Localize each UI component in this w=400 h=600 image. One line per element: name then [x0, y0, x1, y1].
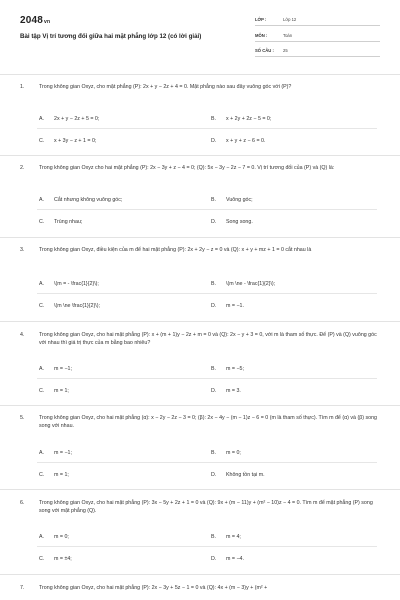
q5-option-a[interactable]: [39, 449, 72, 457]
class-value: Lớp 12: [283, 17, 297, 22]
question-text: Trong không gian Oxyz, cho mặt phẳng (P): 2x + y − 2z + 4 = 0. Mặt phẳng nào sau đây vuông góc với (P)?: [39, 84, 292, 90]
question-number: 2.: [20, 165, 25, 171]
question-text: Trong không gian Oxyz, cho hai mặt phẳng (P): x + (m + 1)y − 2z + m = 0 và (Q): 2x − y + 3 = 0, với m là tham số thực. Để (P) và (Q) vuông góc với nhau thì giá trị thực của m bằng bao nhiêu?: [39, 332, 377, 346]
page-title: Bài tập Vị trí tương đối giữa hai mặt phẳng lớp 12 (có lời giải): [20, 33, 202, 40]
option-text: Song song.: [226, 219, 253, 225]
option-letter: C.: [39, 556, 45, 562]
option-letter: B.: [211, 450, 217, 456]
option-divider: [37, 546, 377, 547]
logo-text: 2048: [20, 15, 44, 26]
option-text: m = −4.: [226, 556, 244, 562]
question-count-label: SỐ CÂU :: [255, 48, 274, 53]
q2-option-b[interactable]: [211, 196, 253, 204]
question-text: Trong không gian Oxyz, cho hai mặt phẳng (P): 3x − 5y + 2z + 1 = 0 và (Q): 9x + (m − 11)y + (m² − 10)z − 4 = 0. Tìm m để mặt phẳng (P) song song với mặt phẳng (Q).: [39, 500, 373, 514]
option-letter: B.: [211, 197, 217, 203]
question-6: [20, 499, 382, 515]
question-divider: [0, 405, 400, 406]
header-divider: [0, 74, 400, 75]
option-letter: C.: [39, 303, 45, 309]
q3-option-c[interactable]: [39, 302, 100, 310]
q4-option-b[interactable]: [211, 365, 244, 373]
q4-option-d[interactable]: [211, 387, 241, 395]
option-letter: D.: [211, 556, 217, 562]
q4-option-c[interactable]: [39, 387, 69, 395]
option-text: m = 3.: [226, 388, 241, 394]
option-letter: A.: [39, 116, 45, 122]
option-letter: C.: [39, 388, 45, 394]
option-letter: C.: [39, 472, 45, 478]
subject-row: [255, 29, 380, 42]
worksheet-header: [0, 0, 400, 74]
q5-option-d[interactable]: [211, 471, 265, 479]
option-letter: C.: [39, 219, 45, 225]
option-text: m = 0;: [226, 450, 241, 456]
q6-option-a[interactable]: [39, 533, 69, 541]
option-text: m = 0;: [54, 534, 69, 540]
q1-option-c[interactable]: [39, 137, 96, 145]
option-text: m = 1;: [54, 388, 69, 394]
option-divider: [37, 293, 377, 294]
q4-option-a[interactable]: [39, 365, 72, 373]
logo-suffix: vn: [44, 19, 51, 25]
q6-option-b[interactable]: [211, 533, 241, 541]
question-2: [20, 164, 382, 172]
q2-option-d[interactable]: [211, 218, 253, 226]
option-text: Trùng nhau;: [54, 219, 83, 225]
option-letter: B.: [211, 281, 217, 287]
option-letter: B.: [211, 366, 217, 372]
question-number: 4.: [20, 332, 25, 338]
option-divider: [37, 378, 377, 379]
option-text: m = −1;: [54, 366, 72, 372]
q5-option-c[interactable]: [39, 471, 69, 479]
question-divider: [0, 155, 400, 156]
option-text: \(m \ne \frac{1}{2}\);: [54, 303, 100, 309]
option-letter: A.: [39, 197, 45, 203]
question-number: 1.: [20, 84, 25, 90]
q6-option-c[interactable]: [39, 555, 72, 563]
question-text: Trong không gian Oxyz, cho hai mặt phẳng (P): 2x − 3y + 5z − 1 = 0 và (Q): 4x + (m − 3)y + (m² +: [39, 585, 268, 591]
question-1: [20, 83, 382, 91]
option-letter: D.: [211, 388, 217, 394]
option-letter: C.: [39, 138, 45, 144]
option-text: Cắt nhưng không vuông góc;: [54, 197, 123, 203]
q6-option-d[interactable]: [211, 555, 244, 563]
option-text: m = ±4;: [54, 556, 72, 562]
site-logo[interactable]: [20, 15, 50, 26]
option-text: \(m \ne - \frac{1}{2}\);: [226, 281, 276, 287]
question-number: 3.: [20, 247, 25, 253]
option-letter: D.: [211, 138, 217, 144]
option-letter: A.: [39, 450, 45, 456]
option-text: m = −1;: [54, 450, 72, 456]
question-4: [20, 331, 382, 347]
option-text: x + 2y + 2z − 5 = 0;: [226, 116, 272, 122]
option-text: Vuông góc;: [226, 197, 253, 203]
question-text: Trong không gian Oxyz, cho hai mặt phẳng (α): x − 2y − 2z − 3 = 0; (β): 2x − 4y − (m − 1)z − 6 = 0 (m là tham số thực). Tìm m để (α) và (β) song song với nhau.: [39, 415, 377, 429]
q2-option-a[interactable]: [39, 196, 122, 204]
class-label: LỚP :: [255, 17, 267, 22]
question-text: Trong không gian Oxyz, điều kiện của m để hai mặt phẳng (P): 2x + 2y − z = 0 và (Q): x + y + mz + 1 = 0 cắt nhau là: [39, 247, 312, 253]
option-letter: B.: [211, 534, 217, 540]
q1-option-d[interactable]: [211, 137, 265, 145]
option-letter: A.: [39, 281, 45, 287]
q5-option-b[interactable]: [211, 449, 241, 457]
option-letter: D.: [211, 303, 217, 309]
question-divider: [0, 237, 400, 238]
subject-value: Toán: [283, 33, 293, 38]
q1-option-b[interactable]: [211, 115, 271, 123]
option-divider: [37, 128, 377, 129]
q3-option-a[interactable]: [39, 280, 99, 288]
q3-option-b[interactable]: [211, 280, 275, 288]
option-text: x + 3y − z + 1 = 0;: [54, 138, 97, 144]
question-3: [20, 246, 382, 254]
option-divider: [37, 462, 377, 463]
option-letter: D.: [211, 472, 217, 478]
question-number: 7.: [20, 585, 25, 591]
option-text: \(m = - \frac{1}{2}\);: [54, 281, 99, 287]
class-row: [255, 13, 380, 26]
question-5: [20, 414, 382, 430]
option-text: m = 1;: [54, 472, 69, 478]
option-text: m = −1.: [226, 303, 244, 309]
q3-option-d[interactable]: [211, 302, 244, 310]
question-number: 5.: [20, 415, 25, 421]
option-divider: [37, 209, 377, 210]
question-count-value: 25: [283, 48, 288, 53]
question-7: [20, 584, 382, 592]
subject-label: MÔN :: [255, 33, 268, 38]
option-letter: A.: [39, 366, 45, 372]
q1-option-a[interactable]: [39, 115, 99, 123]
option-letter: D.: [211, 219, 217, 225]
option-text: 2x + y − 2z + 5 = 0;: [54, 116, 100, 122]
option-text: m = 4;: [226, 534, 241, 540]
q2-option-c[interactable]: [39, 218, 82, 226]
question-count-row: [255, 44, 380, 57]
option-letter: B.: [211, 116, 217, 122]
option-text: m = −5;: [226, 366, 244, 372]
question-divider: [0, 321, 400, 322]
question-number: 6.: [20, 500, 25, 506]
option-letter: A.: [39, 534, 45, 540]
question-divider: [0, 574, 400, 575]
option-text: x + y + z − 6 = 0.: [226, 138, 266, 144]
question-text: Trong không gian Oxyz cho hai mặt phẳng (P): 2x − 3y + z − 4 = 0; (Q): 5x − 3y − 2z − 7 = 0. Vị trí tương đối của (P) và (Q) là:: [39, 165, 335, 171]
option-text: Không tồn tại m.: [226, 472, 265, 478]
question-divider: [0, 489, 400, 490]
